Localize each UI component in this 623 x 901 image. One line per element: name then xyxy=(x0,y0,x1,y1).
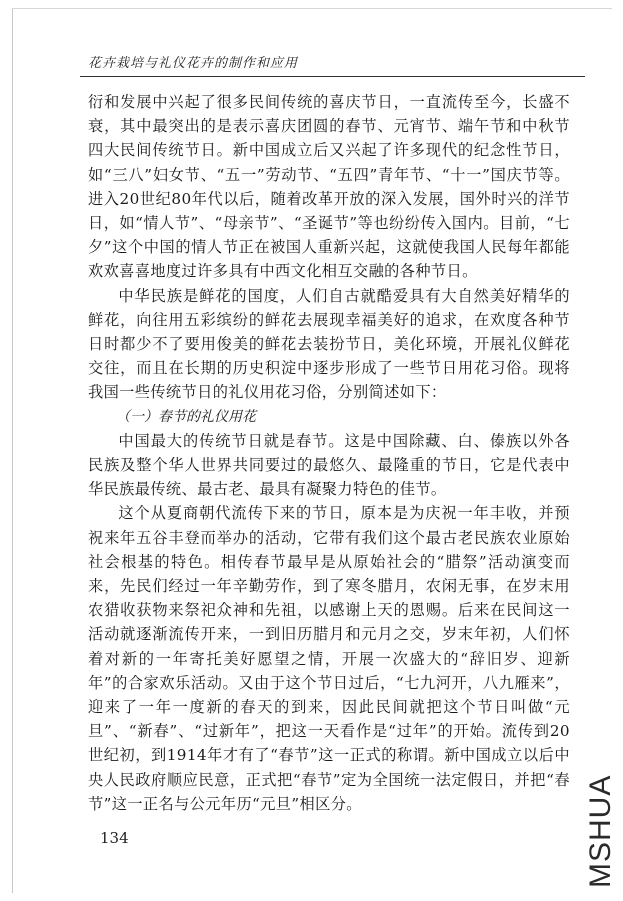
page-body xyxy=(88,90,570,816)
paragraph-spring-festival: 中国最大的传统节日就是春节。这是中国除藏、白、傣族以外各民族及整个华人世界共同要过的最悠久、最隆重的节日，它是代表中华民族最传统、最古老、最具有凝聚力特色的佳节。 xyxy=(88,431,570,499)
header-rule xyxy=(80,76,585,77)
paragraph-flower-nation: 中华民族是鲜花的国度，人们自古就酷爱具有大自然美好精华的鲜花，向往用五彩缤纷的鲜花去展现幸福美好的追求，在欢度各种节日时都少不了要用俊美的鲜花去装扮节日，美化环境，开展礼仪鲜花交往，而且在长期的历史积淀中逐步形成了一些节日用花习俗。现将我国一些传统节日的礼仪用花习俗，分别简述如下： xyxy=(88,286,570,402)
watermark-logo xyxy=(582,730,622,890)
running-header: 花卉栽培与礼仪花卉的制作和应用 xyxy=(88,56,299,71)
page-edge-left xyxy=(12,8,13,893)
page-number: 134 xyxy=(100,829,129,847)
section-subheading: （一）春节的礼仪用花 xyxy=(116,408,256,425)
watermark-text: MSHUA xyxy=(584,774,617,888)
paragraph-continued: 衍和发展中兴起了很多民间传统的喜庆节日，一直流传至今，长盛不衰，其中最突出的是表示喜庆团圆的春节、元宵节、端午节和中秋节四大民间传统节日。新中国成立后又兴起了许多现代的纪念性节日，如“三八”妇女节、“五一”劳动节、“五四”青年节、“十一”国庆节等。进入20世纪80年代以后，随着改革开放的深入发展，国外时兴的洋节日，如“情人节”、“母亲节”、“圣诞节”等也纷纷传入国内。目前，“七夕”这个中国的情人节正在被国人重新兴起，这就使我国人民每年都能欢欢喜喜地度过许多具有中西文化相互交融的各种节日。 xyxy=(88,93,570,281)
page-edge-top xyxy=(12,8,612,9)
paragraph-festival-history: 这个从夏商朝代流传下来的节日，原本是为庆祝一年丰收，并预祝来年五谷丰登而举办的活动，它带有我们这个最古老民族农业原始社会根基的特色。相传春节最早是从原始社会的“腊祭”活动演变而来，先民们经过一年辛勤劳作，到了寒冬腊月，农闲无事，在岁末用农猎收获物来祭祀众神和先祖，以感谢上天的恩赐。后来在民间这一活动就逐渐流传开来，一到旧历腊月和元月之交，岁末年初，人们怀着对新的一年寄托美好愿望之情，开展一次盛大的“辞旧岁、迎新年”的合家欢乐活动。又由于这个节日过后，“七九河开，八九雁来”，迎来了一年一度新的春天的到来，因此民间就把这个节日叫做“元旦”、“新春”、“过新年”，把这一天看作是“过年”的开始。流传到20世纪初，到1914年才有了“春节”这一正式的称谓。新中国成立以后中央人民政府顺应民意，正式把“春节”定为全国统一法定假日，并把“春节”这一正名与公元年历“元旦”相区分。 xyxy=(88,504,570,813)
